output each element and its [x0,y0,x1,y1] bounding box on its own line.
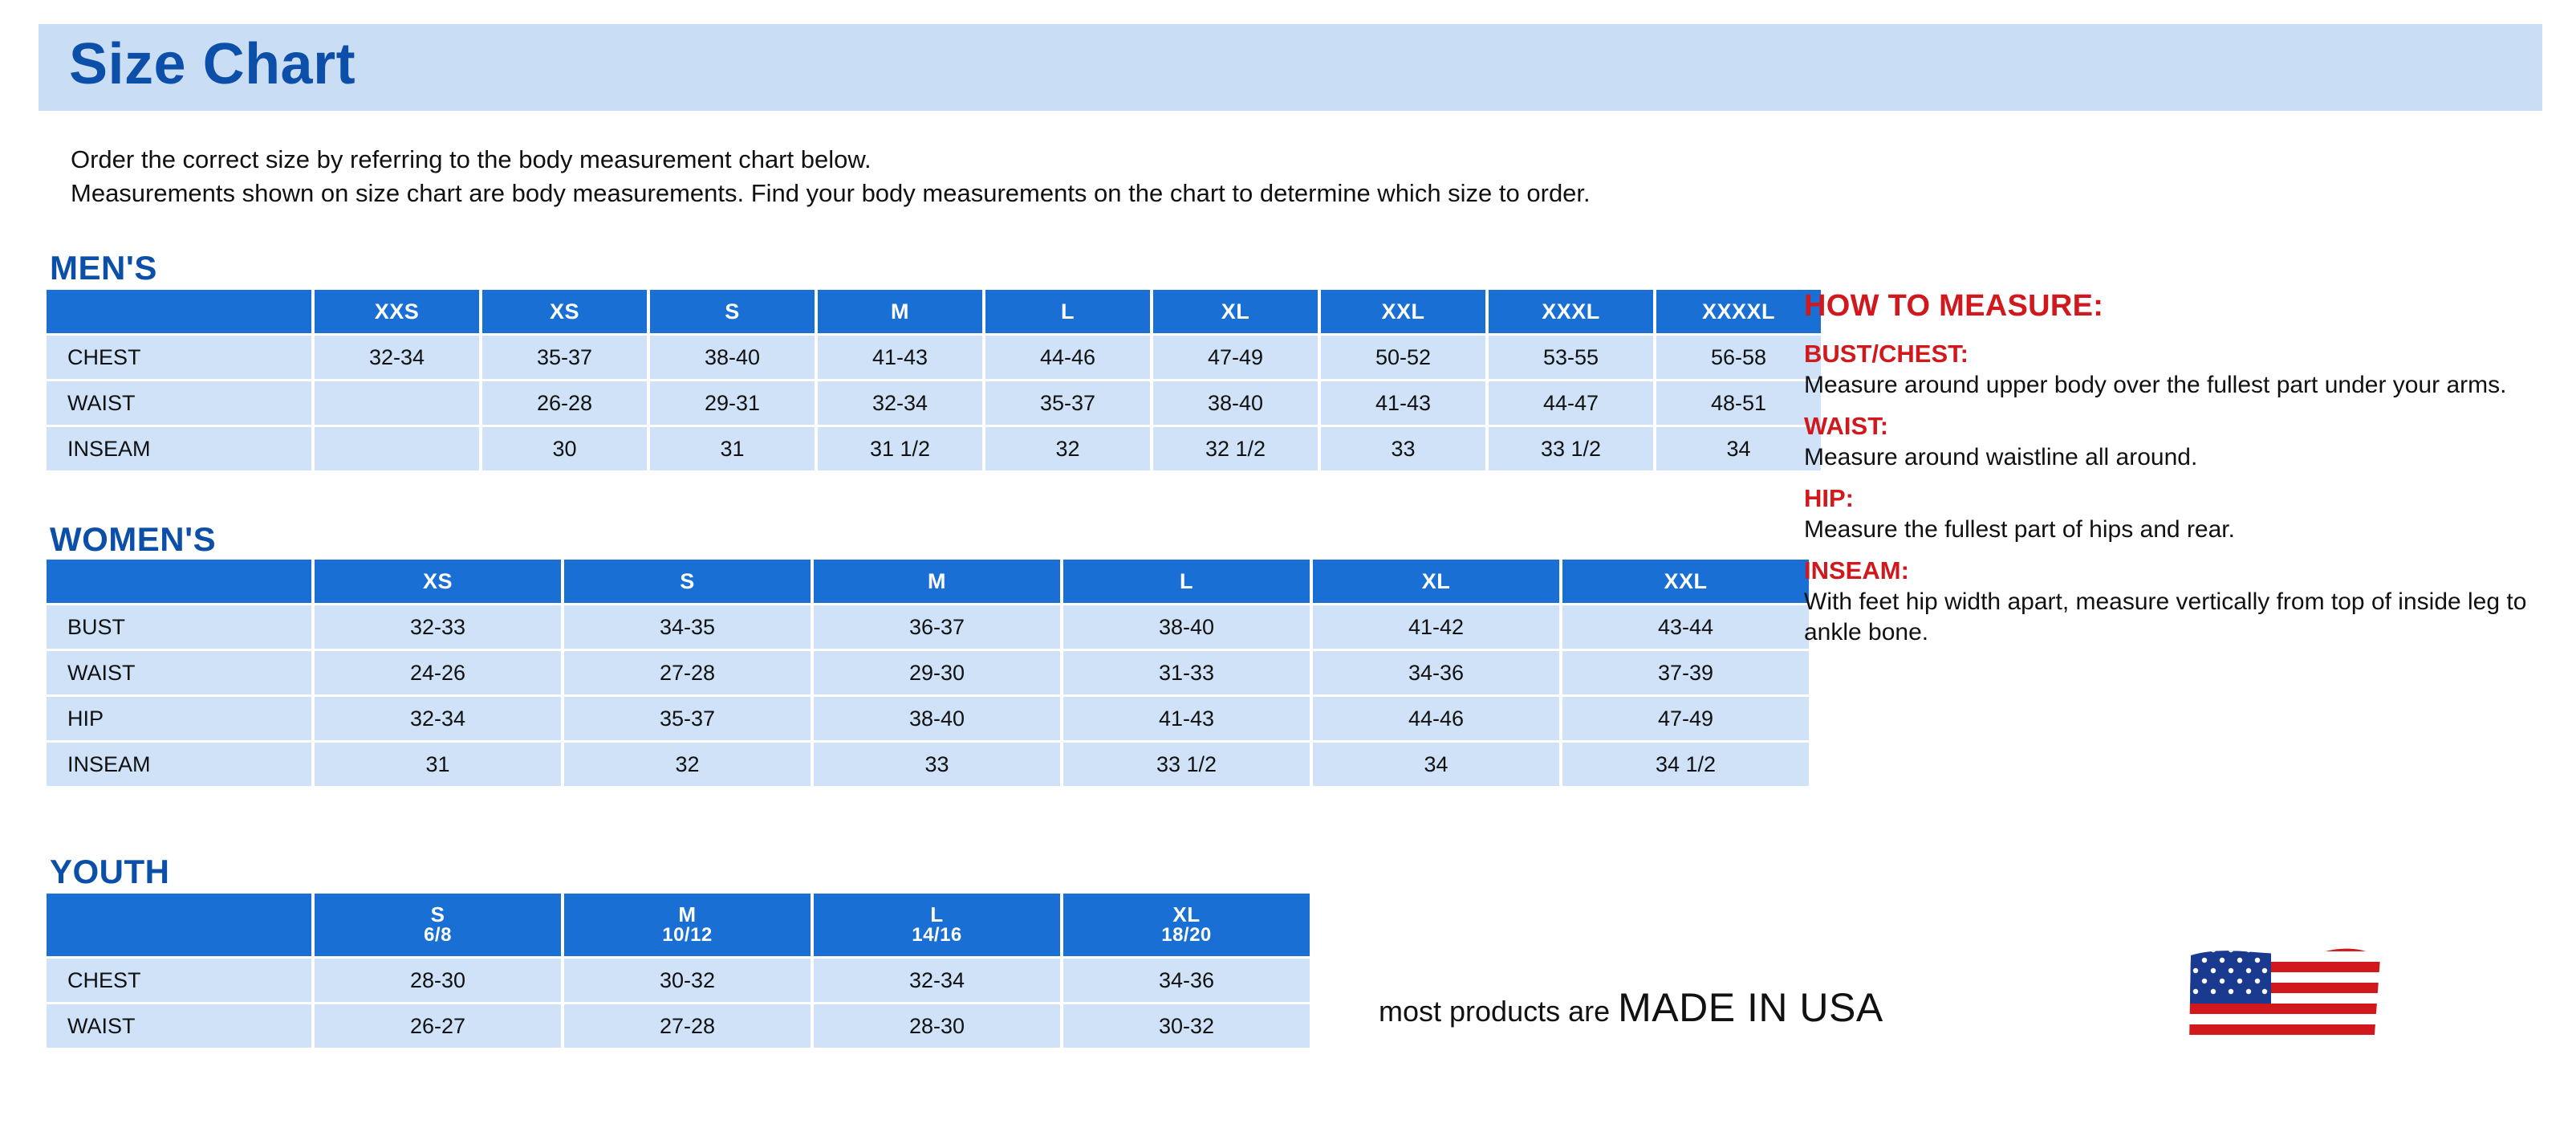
table-row [47,959,1310,1002]
mens-header-s: S [650,290,815,333]
womens-inseam-m: 33 [814,743,1060,786]
youth-header-l-ages: 14/16 [912,924,962,946]
womens-header-s: S [564,560,811,603]
how-to-measure-item-waist [1804,412,2542,473]
youth-header-m [564,894,811,956]
mens-row-label-waist: WAIST [47,381,311,425]
mens-waist-xxl: 41-43 [1321,381,1485,425]
womens-hip-s: 35-37 [564,697,811,740]
youth-header-l-size: L [930,902,944,926]
mens-header-l: L [985,290,1150,333]
youth-header-s-ages: 6/8 [424,924,452,946]
mens-waist-s: 29-31 [650,381,815,425]
womens-header-l: L [1063,560,1310,603]
youth-header-xl [1063,894,1310,956]
womens-header-corner [47,560,311,603]
womens-inseam-xs: 31 [315,743,561,786]
mens-size-table [43,287,1824,473]
youth-header-xl-ages: 18/20 [1161,924,1212,946]
mens-row-label-inseam: INSEAM [47,427,311,470]
how-to-measure-panel [1804,289,2542,659]
mens-header-xxxl: XXXL [1489,290,1653,333]
womens-row-label-hip: HIP [47,697,311,740]
youth-chest-l: 32-34 [814,959,1060,1002]
youth-size-table [43,891,1313,1050]
intro-line-2: Measurements shown on size chart are body measurements. Find your body measurements on the chart to determine which size to order. [71,179,1591,207]
made-in-usa-prefix: most products are [1379,995,1619,1028]
womens-bust-xxl: 43-44 [1562,605,1809,649]
mens-chest-l: 44-46 [985,336,1150,379]
how-to-measure-text-waist: Measure around waistline all around. [1804,444,2198,470]
womens-header-m: M [814,560,1060,603]
page-title: Size Chart [69,32,356,96]
womens-header-xl: XL [1313,560,1559,603]
mens-chest-xxxl: 53-55 [1489,336,1653,379]
youth-header-m-size: M [678,902,697,926]
mens-inseam-m: 31 1/2 [818,427,982,470]
womens-inseam-s: 32 [564,743,811,786]
mens-inseam-xs: 30 [482,427,647,470]
mens-header-xxs: XXS [315,290,479,333]
mens-row-label-chest: CHEST [47,336,311,379]
youth-waist-m: 27-28 [564,1004,811,1048]
youth-chest-xl: 34-36 [1063,959,1310,1002]
womens-bust-s: 34-35 [564,605,811,649]
table-row [47,336,1821,379]
mens-inseam-xxs [315,427,479,470]
womens-header-xs: XS [315,560,561,603]
womens-waist-s: 27-28 [564,651,811,694]
mens-inseam-l: 32 [985,427,1150,470]
how-to-measure-label-waist: WAIST: [1804,412,1889,440]
mens-chest-xs: 35-37 [482,336,647,379]
womens-inseam-xxl: 34 1/2 [1562,743,1809,786]
mens-header-m: M [818,290,982,333]
womens-hip-xl: 44-46 [1313,697,1559,740]
how-to-measure-label-inseam: INSEAM: [1804,556,1909,584]
mens-chest-xxl: 50-52 [1321,336,1485,379]
womens-waist-m: 29-30 [814,651,1060,694]
table-row [47,651,1809,694]
table-row [47,1004,1310,1048]
mens-waist-xs: 26-28 [482,381,647,425]
usa-flag-icon [2184,941,2385,1069]
mens-waist-xxxxl: 48-51 [1656,381,1821,425]
how-to-measure-item-hip [1804,484,2542,545]
table-row [47,427,1821,470]
womens-header-xxl: XXL [1562,560,1809,603]
mens-inseam-xxxxl: 34 [1656,427,1821,470]
womens-row-label-bust: BUST [47,605,311,649]
womens-row-label-waist: WAIST [47,651,311,694]
section-title-youth: YOUTH [50,853,170,890]
mens-header-corner [47,290,311,333]
youth-chest-m: 30-32 [564,959,811,1002]
womens-bust-xl: 41-42 [1313,605,1559,649]
youth-waist-xl: 30-32 [1063,1004,1310,1048]
womens-waist-l: 31-33 [1063,651,1310,694]
youth-row-label-chest: CHEST [47,959,311,1002]
how-to-measure-item-inseam [1804,556,2542,648]
table-header-row [47,290,1821,333]
womens-row-label-inseam: INSEAM [47,743,311,786]
made-in-usa-text [1379,984,1883,1031]
table-header-row [47,894,1310,956]
table-row [47,381,1821,425]
how-to-measure-text-hip: Measure the fullest part of hips and rear. [1804,516,2235,543]
mens-chest-xxxxl: 56-58 [1656,336,1821,379]
youth-waist-l: 28-30 [814,1004,1060,1048]
intro-text [71,143,2526,210]
mens-inseam-xxl: 33 [1321,427,1485,470]
table-row [47,697,1809,740]
youth-chest-s: 28-30 [315,959,561,1002]
how-to-measure-text-inseam: With feet hip width apart, measure vertically from top of inside leg to ankle bone. [1804,588,2527,645]
youth-header-s-size: S [430,902,445,926]
header-band [39,24,2542,111]
womens-hip-m: 38-40 [814,697,1060,740]
youth-header-corner [47,894,311,956]
how-to-measure-heading: HOW TO MEASURE: [1804,289,2104,323]
womens-bust-m: 36-37 [814,605,1060,649]
mens-header-xxl: XXL [1321,290,1485,333]
mens-inseam-xl: 32 1/2 [1153,427,1318,470]
mens-waist-xxs [315,381,479,425]
youth-row-label-waist: WAIST [47,1004,311,1048]
section-title-mens: MEN'S [50,249,157,287]
womens-inseam-xl: 34 [1313,743,1559,786]
how-to-measure-label-hip: HIP: [1804,484,1854,512]
how-to-measure-text-bust-chest: Measure around upper body over the fullest part under your arms. [1804,372,2507,398]
table-header-row [47,560,1809,603]
womens-hip-l: 41-43 [1063,697,1310,740]
mens-header-xs: XS [482,290,647,333]
womens-waist-xl: 34-36 [1313,651,1559,694]
womens-hip-xs: 32-34 [315,697,561,740]
mens-waist-xxxl: 44-47 [1489,381,1653,425]
womens-size-table [43,557,1812,788]
mens-chest-m: 41-43 [818,336,982,379]
youth-waist-s: 26-27 [315,1004,561,1048]
mens-header-xl: XL [1153,290,1318,333]
womens-waist-xxl: 37-39 [1562,651,1809,694]
intro-line-1: Order the correct size by referring to the body measurement chart below. [71,145,872,173]
womens-waist-xs: 24-26 [315,651,561,694]
mens-inseam-xxxl: 33 1/2 [1489,427,1653,470]
mens-chest-xl: 47-49 [1153,336,1318,379]
womens-hip-xxl: 47-49 [1562,697,1809,740]
mens-inseam-s: 31 [650,427,815,470]
womens-bust-xs: 32-33 [315,605,561,649]
mens-chest-s: 38-40 [650,336,815,379]
table-row [47,605,1809,649]
womens-bust-l: 38-40 [1063,605,1310,649]
mens-waist-l: 35-37 [985,381,1150,425]
mens-waist-m: 32-34 [818,381,982,425]
section-title-womens: WOMEN'S [50,520,217,558]
how-to-measure-item-bust-chest [1804,340,2542,401]
youth-header-m-ages: 10/12 [662,924,713,946]
youth-header-xl-size: XL [1172,902,1201,926]
mens-waist-xl: 38-40 [1153,381,1318,425]
table-row [47,743,1809,786]
mens-header-xxxxl: XXXXL [1656,290,1821,333]
made-in-usa-emphasis: MADE IN USA [1618,985,1883,1030]
youth-header-s [315,894,561,956]
mens-chest-xxs: 32-34 [315,336,479,379]
youth-header-l [814,894,1060,956]
womens-inseam-l: 33 1/2 [1063,743,1310,786]
how-to-measure-label-bust-chest: BUST/CHEST: [1804,340,1969,368]
